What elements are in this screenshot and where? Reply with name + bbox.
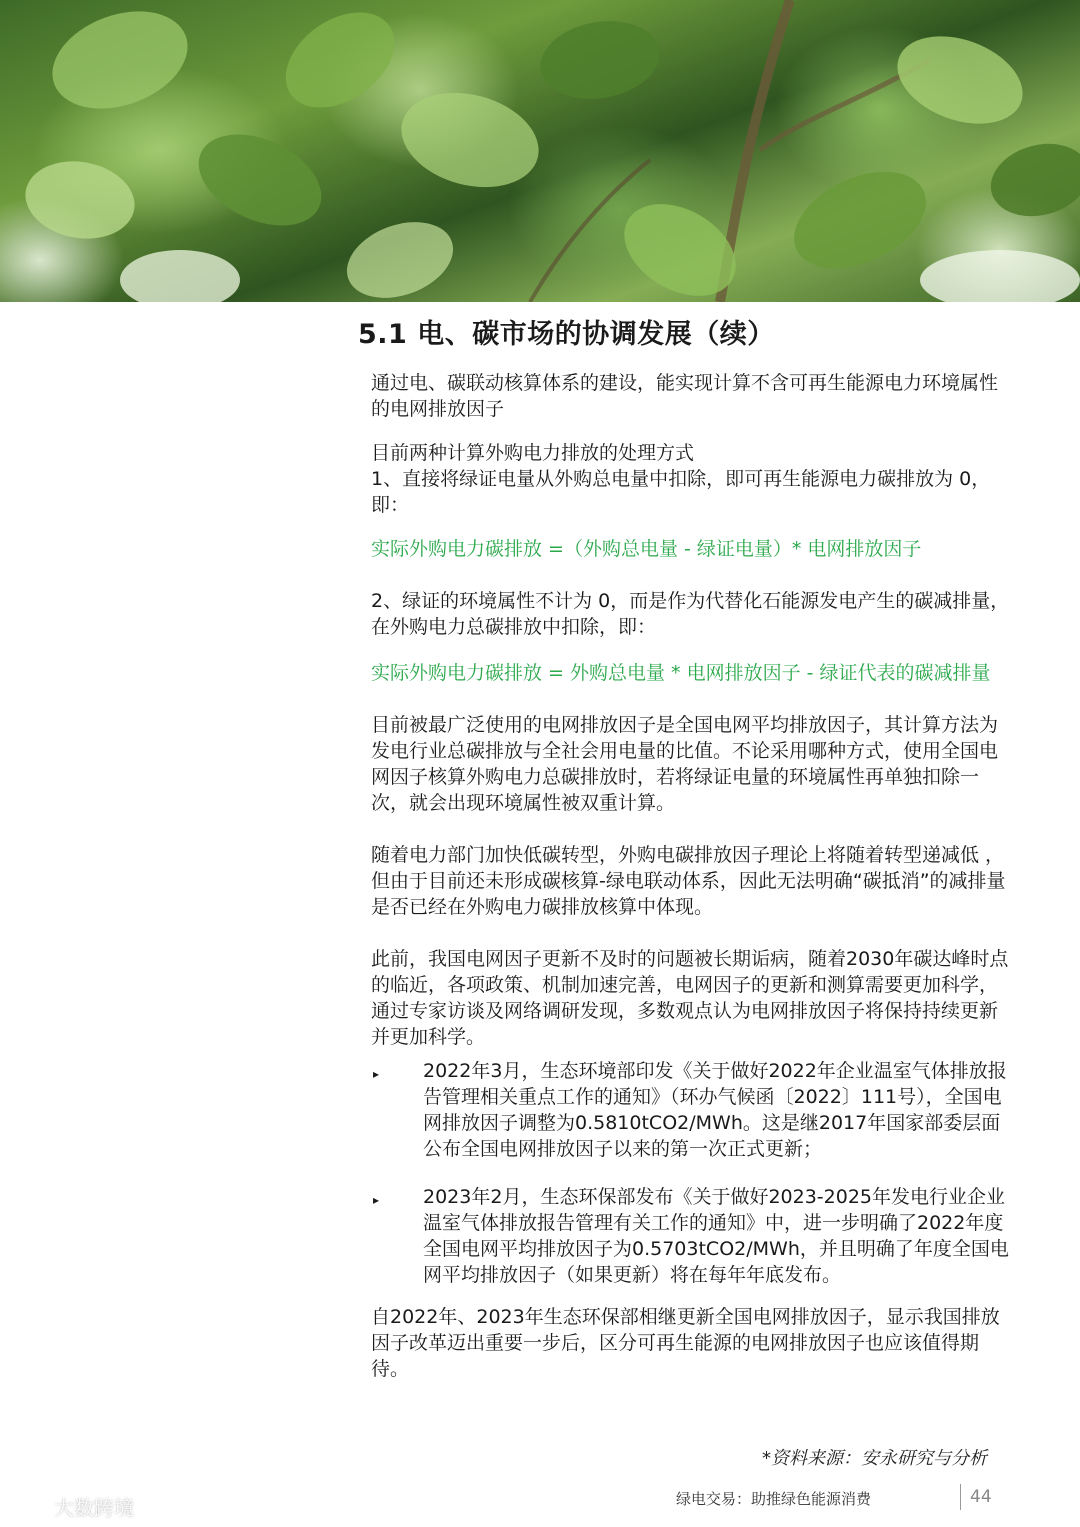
watermark <box>10 1492 134 1521</box>
paragraph-method-1: 1、直接将绿证电量从外购总电量中扣除，即可再生能源电力碳排放为 0， 即： <box>371 468 991 516</box>
watermark-logo-icon <box>10 1495 50 1519</box>
list-item <box>371 1058 1011 1162</box>
list-item <box>371 1184 1011 1288</box>
footer-title: 绿电交易：助推绿色能源消费 <box>676 1490 872 1508</box>
hero-image-leaves <box>0 0 1080 302</box>
source-note: *资料来源：安永研究与分析 <box>762 1448 987 1469</box>
formula-1: 实际外购电力碳排放 =（外购总电量 - 绿证电量）* 电网排放因子 <box>371 538 922 560</box>
bullet-arrow-icon: ▸ <box>373 1193 380 1207</box>
leaves-illustration <box>0 0 1080 302</box>
policy-bullet-list <box>371 1058 1011 1288</box>
page-number: 44 <box>970 1487 992 1507</box>
bullet-text: 2022年3月，生态环境部印发《关于做好2022年企业温室气体排放报告管理相关重点工作的通知》（环办气候函〔2022〕111号），全国电网排放因子调整为0.5810tCO2/MWh。这是继2017年国家部委层面公布全国电网排放因子以来的第一次正式更新； <box>423 1060 1007 1160</box>
footer-divider <box>960 1484 961 1510</box>
paragraph-conclusion: 自2022年、2023年生态环保部相继更新全国电网排放因子，显示我国排放因子改革迈出重要一步后，区分可再生能源的电网排放因子也应该值得期待。 <box>371 1306 1000 1380</box>
formula-2: 实际外购电力碳排放 = 外购总电量 * 电网排放因子 - 绿证代表的碳减排量 <box>371 662 991 684</box>
bullet-arrow-icon: ▸ <box>373 1067 380 1081</box>
main-content <box>371 370 1011 1382</box>
page-title: 5.1 电、碳市场的协调发展（续） <box>358 319 775 350</box>
paragraph-national-factor: 目前被最广泛使用的电网排放因子是全国电网平均排放因子，其计算方法为发电行业总碳排放与全社会用电量的比值。不论采用哪种方式，使用全国电网因子核算外购电力总碳排放时，若将绿证电量的环境属性再单独扣除一次，就会出现环境属性被双重计算。 <box>371 714 999 814</box>
paragraph-method-2: 2、绿证的环境属性不计为 0，而是作为代替化石能源发电产生的碳减排量，在外购电力总碳排放中扣除，即： <box>371 590 1010 638</box>
paragraph-low-carbon: 随着电力部门加快低碳转型，外购电碳排放因子理论上将随着转型递减低 ，但由于目前还未形成碳核算-绿电联动体系，因此无法明确“碳抵消”的减排量是否已经在外购电力碳排放核算中体现。 <box>371 844 1006 918</box>
watermark-text: 大数跨境 <box>54 1496 134 1520</box>
paragraph-grid-update: 此前，我国电网因子更新不及时的问题被长期诟病，随着2030年碳达峰时点的临近，各项政策、机制加速完善，电网因子的更新和测算需要更加科学，通过专家访谈及网络调研发现，多数观点认为电网排放因子将保持持续更新并更加科学。 <box>371 948 1009 1048</box>
paragraph-methods-heading: 目前两种计算外购电力排放的处理方式 <box>371 442 695 464</box>
paragraph-intro: 通过电、碳联动核算体系的建设，能实现计算不含可再生能源电力环境属性的电网排放因子 <box>371 372 999 420</box>
bullet-text: 2023年2月，生态环保部发布《关于做好2023-2025年发电行业企业温室气体排放报告管理有关工作的通知》中，进一步明确了2022年度全国电网平均排放因子为0.5703tCO2/MWh，并且明确了年度全国电网平均排放因子（如果更新）将在每年年底发布。 <box>423 1186 1009 1286</box>
